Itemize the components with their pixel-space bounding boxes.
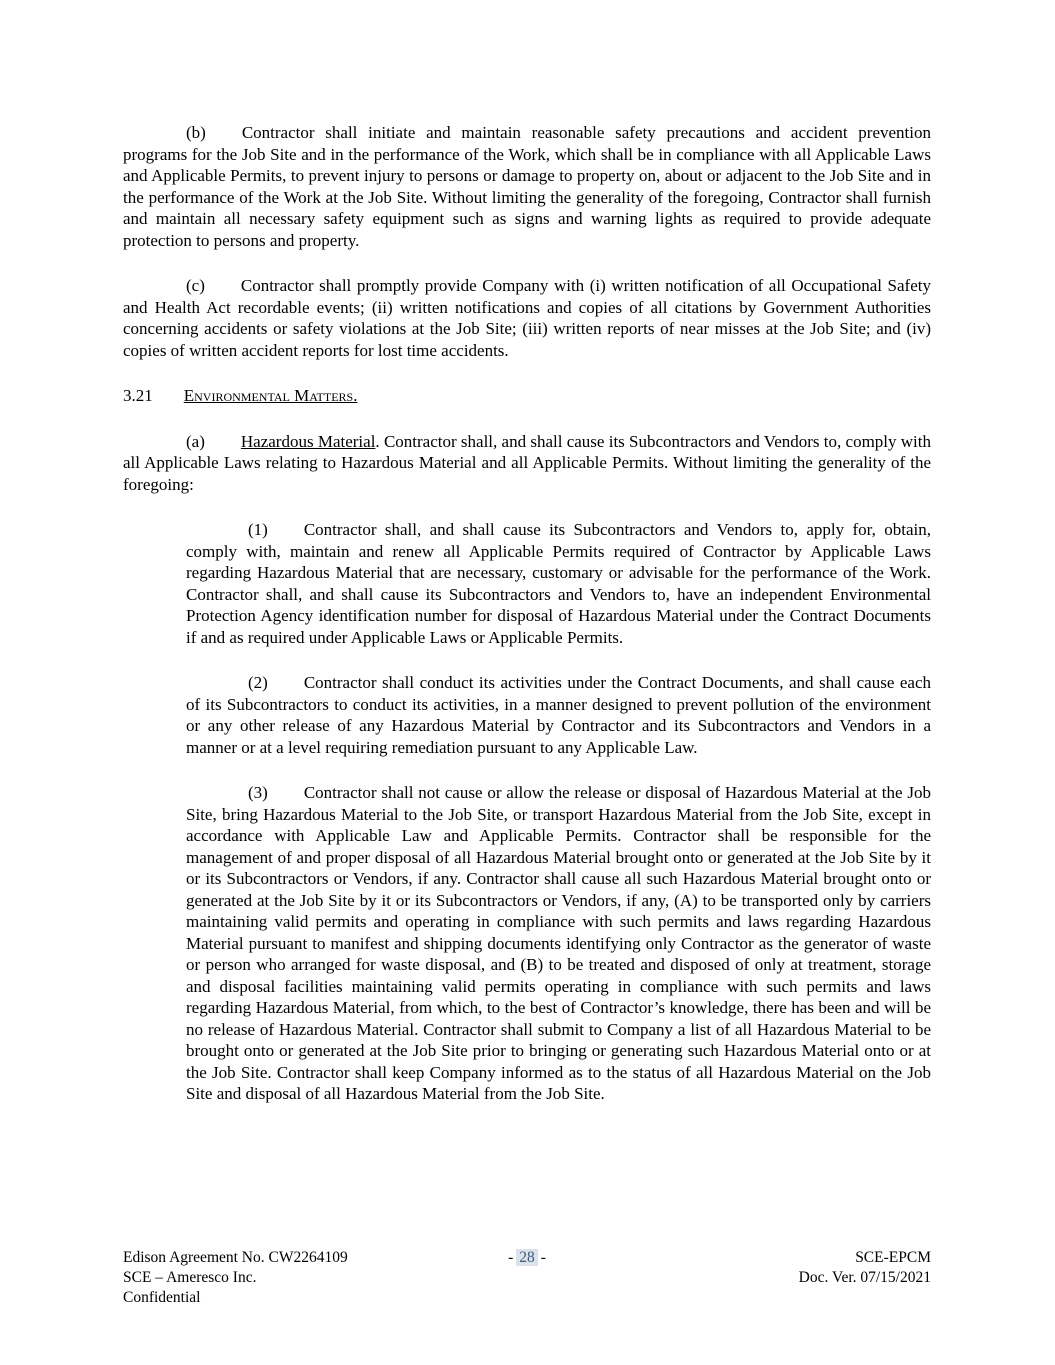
paragraph-b-text: Contractor shall initiate and maintain reasonable safety precautions and accident prevention programs for the Job Site and in the performance of the Work, which shall be in compliance with all Applicable Laws and Applicable Permits, to prevent injury to persons or damage to property on, about or adjacent to the Job Site and in the performance of the Work at the Job Site. Without limiting the generality of the foregoing, Contractor shall furnish and maintain all necessary safety equipment such as signs and warning lights as required to provide adequate protection to persons and property. (123, 123, 931, 250)
section-heading (123, 385, 931, 407)
page-footer (123, 1248, 931, 1308)
footer-page-number (508, 1248, 546, 1268)
page-body (123, 122, 931, 1129)
paragraph-a-defined-term: Hazardous Material (240, 431, 376, 451)
page-number-prefix: - (508, 1249, 514, 1266)
subparagraph-3-text: Contractor shall not cause or allow the release or disposal of Hazardous Material at the Job Site, bring Hazardous Material to the Job Site, or transport Hazardous Material from the Job Site, except in accordance with Applicable Law and Applicable Permits. Contractor shall be responsible for the management of and proper disposal of all Hazardous Material brought onto or generated at the Job Site by it or its Subcontractors or Vendors, if any. Contractor shall cause all such Hazardous Material brought onto or generated at the Job Site by it or its Subcontractors or Vendors, if any, (A) to be transported only by carriers maintaining valid permits and operating in compliance with such permits and laws regarding Hazardous Material pursuant to manifest and shipping documents identifying only Contractor as the generator of waste or person who arranged for waste disposal, and (B) to be treated and disposed of only at treatment, storage and disposal facilities maintaining valid permits operating in compliance with such permits and laws regarding Hazardous Material, from which, to the best of Contractor’s knowledge, there has been and will be no release of Hazardous Material. Contractor shall submit to Company a list of all Hazardous Material to be brought onto or generated at the Job Site prior to bringing or generating such Hazardous Material onto or at the Job Site. Contractor shall keep Company informed as to the status of all Hazardous Material on the Job Site and disposal of all Hazardous Material from the Job Site. (186, 783, 931, 1103)
footer-doc-type: SCE-EPCM (855, 1249, 931, 1266)
subparagraph-1-text: Contractor shall, and shall cause its Subcontractors and Vendors to, apply for, obtain, comply with, maintain and renew all Applicable Permits required of Contractor by Applicable Laws regarding Hazardous Material that are necessary, customary or advisable for the performance of the Work. Contractor shall, and shall cause its Subcontractors and Vendors to, have an independent Environmental Protection Agency identification number for disposal of Hazardous Material under the Contract Documents if and as required under Applicable Laws or Applicable Permits. (186, 520, 931, 647)
subparagraph-2 (186, 672, 931, 758)
paragraph-b (123, 122, 931, 251)
subparagraph-2-text: Contractor shall conduct its activities under the Contract Documents, and shall cause each of its Subcontractors to conduct its activities, in a manner designed to prevent pollution of the environment or any other release of any Hazardous Material by Contractor and its Subcontractors and Vendors in a manner or at a level requiring remediation pursuant to any Applicable Law. (186, 673, 931, 757)
page-number-field: 28 (516, 1249, 538, 1266)
page-number-suffix: - (540, 1249, 546, 1266)
subparagraph-1-label: (1) (248, 520, 268, 539)
footer-confidential-label: Confidential (123, 1289, 201, 1306)
footer-right-block (799, 1248, 931, 1288)
subparagraph-3-label: (3) (248, 783, 268, 802)
paragraph-c (123, 275, 931, 361)
paragraph-a-label: (a) (186, 431, 205, 451)
section-number: 3.21 (123, 386, 153, 405)
paragraph-a-text: . Contractor shall, and shall cause its Subcontractors and Vendors to, comply with all Applicable Laws relating to Hazardous Material and all Applicable Permits. Without limiting the generality of the foregoing: (123, 431, 931, 494)
subparagraph-2-label: (2) (248, 673, 268, 692)
paragraph-b-label: (b) (186, 123, 206, 142)
footer-parties: SCE – Ameresco Inc. (123, 1269, 257, 1286)
paragraph-c-label: (c) (186, 276, 205, 295)
footer-doc-version: Doc. Ver. 07/15/2021 (798, 1269, 931, 1286)
paragraph-a (123, 431, 931, 496)
footer-agreement-number: Edison Agreement No. CW2264109 (123, 1249, 348, 1266)
section-title: Environmental Matters. (183, 386, 358, 405)
paragraph-c-text: Contractor shall promptly provide Company with (i) written notification of all Occupational Safety and Health Act recordable events; (ii) written notifications and copies of all citations by Government Authorities concerning accidents or safety violations at the Job Site; (iii) written reports of near misses at the Job Site; and (iv) copies of written accident reports for lost time accidents. (123, 276, 931, 360)
subparagraph-3 (186, 782, 931, 1105)
subparagraph-1 (186, 519, 931, 648)
